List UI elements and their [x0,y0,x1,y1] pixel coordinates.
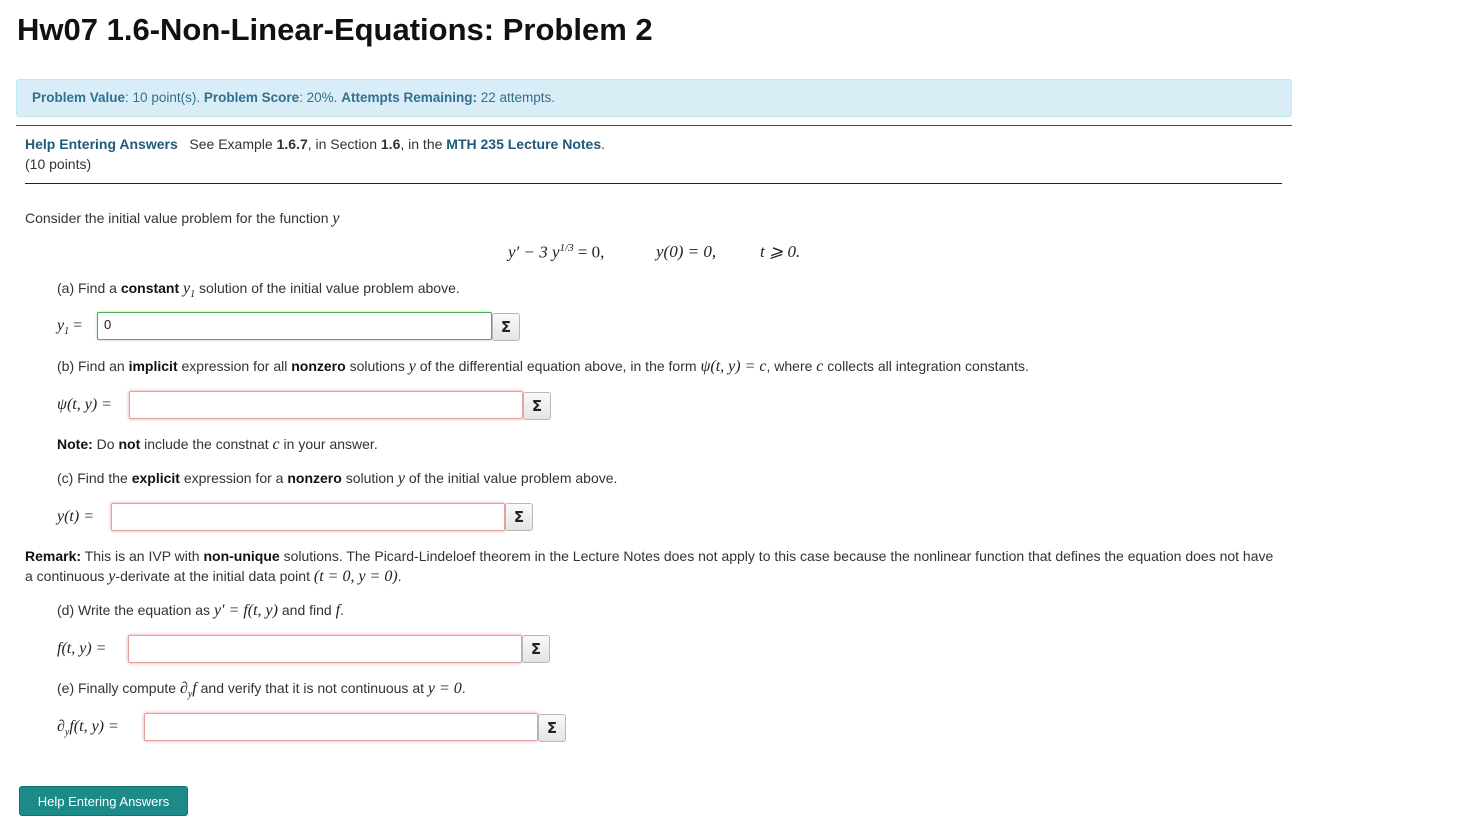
help-line [25,136,605,152]
equation-editor-button-d[interactable]: Σ [522,635,550,663]
df-sub: y [64,727,70,739]
part-b-mid2: solutions [349,358,405,374]
intro-variable: y [332,210,340,227]
part-b-prefix: (b) Find an [57,358,125,374]
page-title: Hw07 1.6-Non-Linear-Equations: Problem 2 [17,12,653,47]
note-label: Note: [57,436,93,452]
remark-line-1 [25,548,1273,564]
equation-editor-button-a[interactable]: Σ [492,313,520,341]
part-a-var [183,280,196,301]
problem-value-text: : 10 point(s). [125,90,201,105]
remark-t4: -derivate at the initial data point [115,568,310,584]
psi-answer-input[interactable] [129,391,523,419]
part-b-c: c [816,358,824,375]
remark-line-2 [25,568,402,586]
in-the-text: , in the [400,136,443,152]
part-b-mid3: of the differential equation above, in the form [419,358,697,374]
sub-1: 1 [190,289,196,301]
part-e-prompt [57,680,466,700]
remark-t3: a continuous [25,568,105,584]
part-e-form [179,680,197,701]
df-field-label [57,718,119,738]
points-text: (10 points) [25,156,92,172]
part-d-end: . [340,602,344,618]
remark-end: . [397,568,402,584]
part-c-prompt [57,470,617,488]
note-c: c [272,436,280,453]
part-a-prompt [57,280,460,300]
ode-lhs: y′ − 3 y [508,242,560,262]
in-section-text: , in Section [307,136,377,152]
part-b-prompt [57,358,1029,376]
part-a-bold: constant [120,280,180,296]
note-t2: include the constnat [144,436,269,452]
part-c-mid1: expression for a [183,470,284,486]
df-partial: ∂ [57,718,65,735]
part-b-mid4: , where [766,358,813,374]
divider [25,183,1282,184]
df-answer-input[interactable] [144,713,538,741]
f-answer-input[interactable] [128,635,522,663]
part-b-suffix: collects all integration constants. [827,358,1029,374]
part-c-var: y [397,470,405,487]
part-c-prefix: (c) Find the [57,470,128,486]
part-d-prompt [57,602,344,620]
period: . [601,136,605,152]
part-d-form: y′ = f(t, y) [213,602,278,619]
part-c-suffix: of the initial value problem above. [408,470,618,486]
help-entering-answers-link[interactable]: Help Entering Answers [25,136,178,152]
partial-sub: y [187,689,193,701]
problem-score-text: : 20%. [299,90,338,105]
ode-rhs: = 0, [577,242,605,262]
df-rest: f(t, y) = [69,718,119,735]
part-b-form: ψ(t, y) = c [700,358,767,375]
domain-condition: t ⩾ 0. [760,242,801,261]
part-e-end: . [461,680,466,696]
example-number: 1.6.7 [276,136,308,152]
part-b-var: y [408,358,416,375]
help-entering-answers-button[interactable]: Help Entering Answers [19,786,188,816]
part-c-bold1: explicit [131,470,180,486]
part-d-prefix: (d) Write the equation as [57,602,211,618]
part-c-bold2: nonzero [287,470,342,486]
remark-point: (t = 0, y = 0) [313,568,398,585]
note-text [57,436,378,454]
note-t1: Do [96,436,115,452]
part-c-mid2: solution [345,470,394,486]
label-sub: 1 [64,326,70,338]
y1-field-label [57,317,82,337]
divider [16,125,1292,126]
y1-answer-input[interactable]: 0 [97,312,492,340]
remark-t1: This is an IVP with [84,548,200,564]
partial-f: f [192,680,197,697]
yt-answer-input[interactable] [111,503,505,531]
equation-editor-button-b[interactable]: Σ [523,392,551,420]
part-e-prefix: (e) Finally compute [57,680,177,696]
lecture-notes-link[interactable]: MTH 235 Lecture Notes [446,136,602,152]
part-d-f: f [335,602,341,619]
attempts-remaining-label: Attempts Remaining: [341,90,477,105]
problem-info-banner [16,79,1292,117]
part-a-suffix: solution of the initial value problem above. [199,280,460,296]
remark-label: Remark: [25,548,82,564]
psi-field-label: ψ(t, y) = [57,396,112,413]
intro-text: Consider the initial value problem for the function [25,210,329,226]
partial-symbol: ∂ [179,680,188,697]
equation-editor-button-e[interactable]: Σ [538,714,566,742]
note-t3: in your answer. [283,436,378,452]
label-eq: = [73,317,83,334]
problem-intro [25,210,340,228]
label-y: y [57,317,65,334]
note-not: not [118,436,141,452]
part-a-prefix: (a) Find a [57,280,117,296]
problem-value-label: Problem Value [32,90,126,105]
section-number: 1.6 [380,136,401,152]
ode-equation [508,242,604,263]
part-b-bold2: nonzero [291,358,346,374]
part-b-bold1: implicit [128,358,178,374]
see-example-text: See Example [189,136,273,152]
part-d-mid: and find [281,602,332,618]
remark-var: y [108,568,116,585]
remark-t2: solutions. The Picard-Lindeloef theorem in the Lecture Notes does not apply to this case because the nonlinear function that defines the equation does not have [283,548,1274,564]
problem-score-label: Problem Score [203,90,300,105]
remark-non-unique: non-unique [203,548,280,564]
initial-condition: y(0) = 0, [656,242,717,261]
var-y: y [183,280,191,297]
yt-field-label: y(t) = [57,508,94,525]
part-e-suffix: and verify that it is not continuous at [200,680,424,696]
part-e-cond: y = 0 [427,680,462,697]
equation-editor-button-c[interactable]: Σ [505,503,533,531]
f-field-label: f(t, y) = [57,640,107,657]
part-b-mid1: expression for all [181,358,288,374]
attempts-remaining-text: 22 attempts. [480,90,556,105]
ode-exponent: 1/3 [559,242,574,254]
